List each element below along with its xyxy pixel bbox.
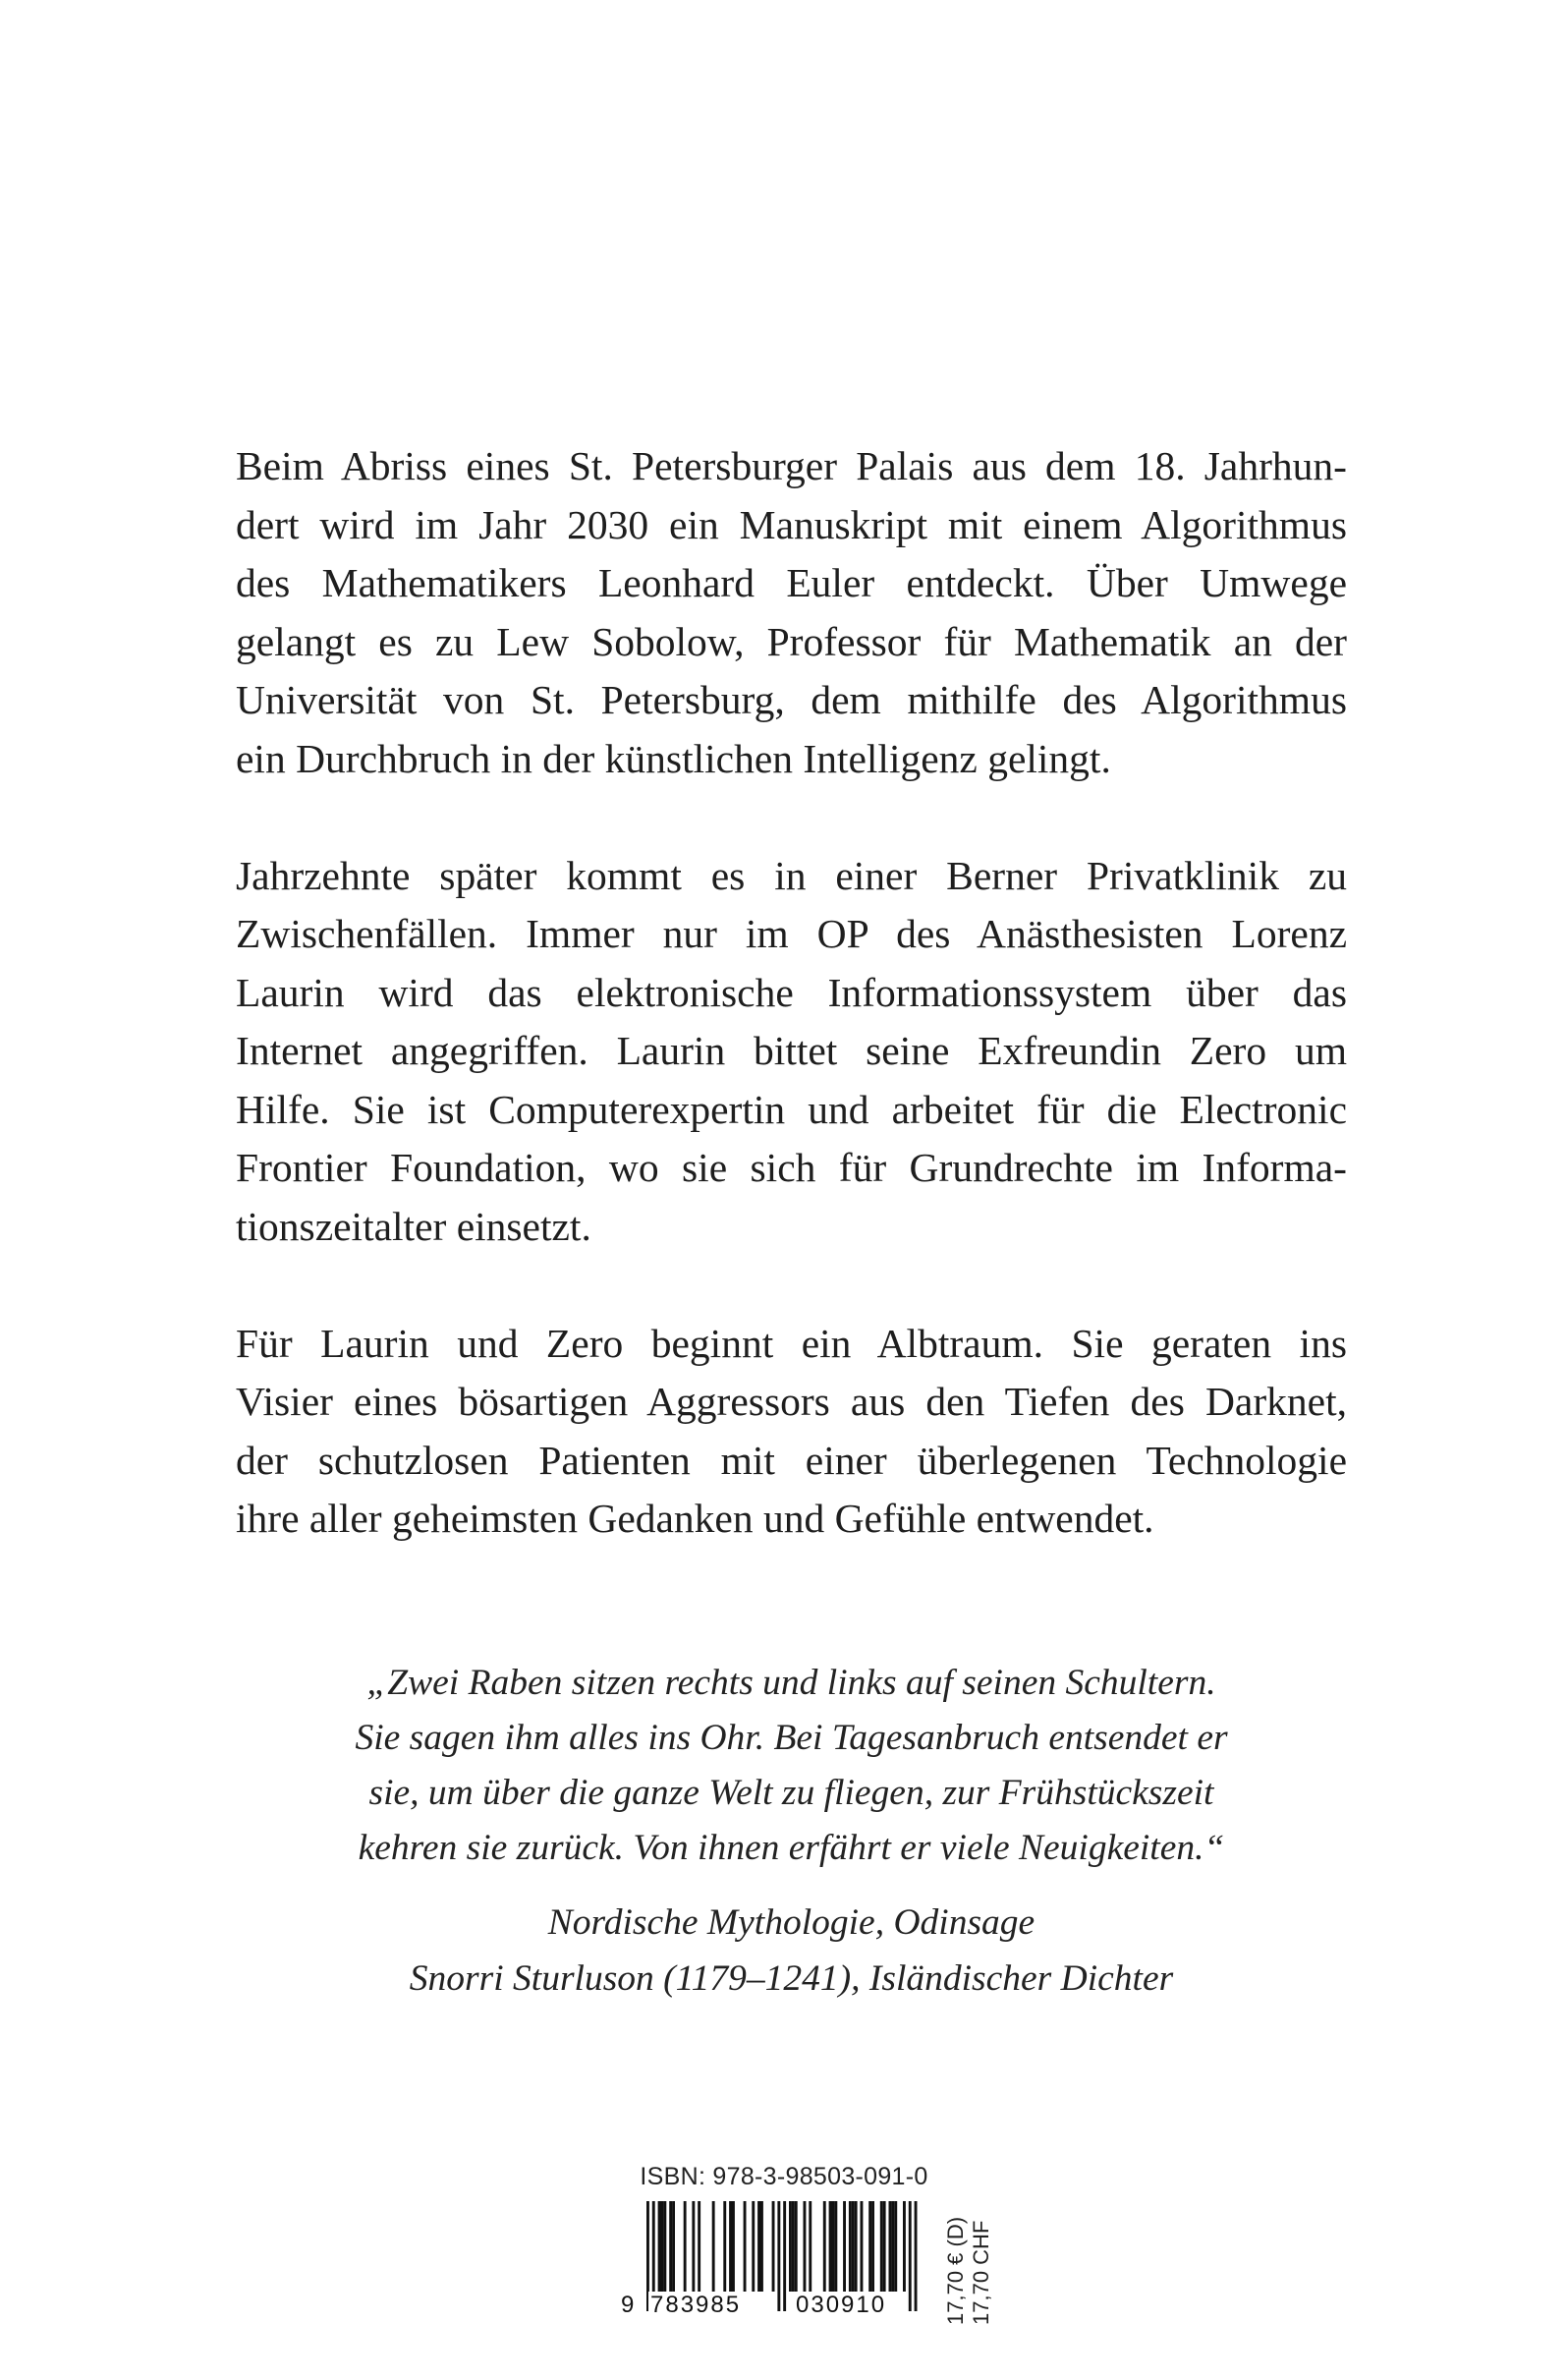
barcode-bar	[903, 2201, 906, 2292]
barcode-bar	[661, 2201, 664, 2292]
barcode-bar	[832, 2201, 835, 2292]
price-block	[938, 2197, 1007, 2325]
barcode-bar	[684, 2201, 687, 2292]
blurb-line: Hilfe. Sie ist Computerexpertin und arbeitet für die Electronic	[236, 1086, 1347, 1132]
barcode-bar	[883, 2201, 886, 2292]
barcode-bar	[909, 2201, 912, 2311]
barcode-bar	[823, 2201, 826, 2292]
barcode-bar	[868, 2201, 871, 2292]
barcode-bar	[843, 2201, 846, 2292]
blurb-paragraph-1	[236, 437, 1347, 788]
blurb-line: ein Durchbruch in der künstlichen Intelligenz gelingt.	[236, 735, 1111, 781]
blurb-line: der schutzlosen Patienten mit einer überlegenen Technologie	[236, 1437, 1347, 1483]
barcode-bar	[658, 2201, 661, 2292]
barcode-digits-left: 783985	[650, 2292, 742, 2318]
blurb-line: Laurin wird das elektronische Informationssystem über das	[236, 969, 1347, 1015]
barcode-bar	[663, 2201, 666, 2292]
quote-line: sie, um über die ganze Welt zu fliegen, zur Frühstückszeit	[368, 1773, 1214, 1813]
barcode-digits-right: 030910	[796, 2292, 887, 2318]
source-line: Nordische Mythologie, Odinsage	[547, 1902, 1035, 1943]
source-line: Snorri Sturluson (1179–1241), Isländischer Dichter	[409, 1958, 1174, 1999]
price-switzerland: 17,70 CHF	[969, 2220, 993, 2325]
barcode-bar	[795, 2201, 798, 2292]
barcode-bar	[871, 2201, 874, 2292]
barcode-bar	[804, 2201, 807, 2292]
barcode-bar	[732, 2201, 735, 2292]
price-germany: 17,70 € (D)	[943, 2216, 968, 2325]
isbn-label: ISBN: 978-3-98503-091-0	[640, 2163, 928, 2190]
barcode-bar	[849, 2201, 852, 2292]
quote-line: „Zwei Raben sitzen rechts und links auf seinen Schultern.	[366, 1663, 1216, 1703]
barcode-bar	[698, 2201, 700, 2292]
blurb-line: Universität von St. Petersburg, dem mithilfe des Algorithmus	[236, 677, 1347, 722]
blurb-line: dert wird im Jahr 2030 ein Manuskript mit einem Algorithmus	[236, 501, 1347, 547]
blurb-line: Beim Abriss eines St. Petersburger Palais aus dem 18. Jahrhun-	[236, 443, 1347, 488]
barcode-bar	[891, 2201, 894, 2292]
barcode-bar	[729, 2201, 732, 2292]
quote-line: kehren sie zurück. Von ihnen erfährt er viele Neuigkeiten.“	[358, 1828, 1225, 1868]
blurb-line: Frontier Foundation, wo sie sich für Grundrechte im Informa-	[236, 1145, 1347, 1190]
barcode-bar	[723, 2201, 726, 2292]
barcode-bar	[672, 2201, 675, 2292]
epigraph-quote	[236, 1656, 1347, 1876]
barcode-bar	[783, 2201, 786, 2311]
blurb-line: gelangt es zu Lew Sobolow, Professor für Mathematik an der	[236, 618, 1347, 664]
barcode-bar	[752, 2201, 755, 2292]
blurb-line: Jahrzehnte später kommt es in einer Berner Privatklinik zu	[236, 852, 1347, 898]
barcode-bar	[855, 2201, 858, 2292]
barcode-bar	[889, 2201, 892, 2292]
blurb-line: Internet angegriffen. Laurin bittet seine Exfreundin Zero um	[236, 1028, 1347, 1073]
barcode-bar	[712, 2201, 715, 2292]
barcode-bar	[757, 2201, 760, 2292]
barcode-bar	[744, 2201, 747, 2292]
barcode-bar	[880, 2201, 883, 2292]
barcode-bar	[777, 2201, 780, 2311]
barcode-digit-prefix: 9	[621, 2292, 635, 2318]
barcode-bar	[692, 2201, 695, 2292]
blurb-paragraph-2	[236, 847, 1347, 1257]
barcode-bar	[861, 2201, 864, 2292]
barcode-bar	[760, 2201, 763, 2292]
barcode-bar	[789, 2201, 792, 2292]
blurb-line: tionszeitalter einsetzt.	[236, 1203, 591, 1249]
blurb-line: Zwischenfällen. Immer nur im OP des Anästhesisten Lorenz	[236, 911, 1347, 956]
barcode-bar	[915, 2201, 918, 2311]
barcode-bar	[772, 2201, 775, 2292]
barcode-bar	[852, 2201, 855, 2292]
barcode-bar	[894, 2201, 897, 2292]
barcode-bar	[829, 2201, 832, 2292]
blurb-paragraph-3	[236, 1315, 1347, 1549]
quote-line: Sie sagen ihm alles ins Ohr. Bei Tagesanbruch entsendet er	[355, 1718, 1228, 1758]
barcode-bar	[669, 2201, 672, 2292]
blurb-line: Visier eines bösartigen Aggressors aus den Tiefen des Darknet,	[236, 1379, 1347, 1424]
barcode-bar	[792, 2201, 795, 2292]
quote-source	[236, 1895, 1347, 2007]
blurb-line: Für Laurin und Zero beginnt ein Albtraum. Sie geraten ins	[236, 1320, 1347, 1366]
barcode-bar	[809, 2201, 811, 2292]
blurb-line: ihre aller geheimsten Gedanken und Gefühle entwendet.	[236, 1496, 1154, 1541]
blurb-text	[236, 437, 1347, 1549]
barcode-bar	[834, 2201, 837, 2292]
blurb-line: des Mathematikers Leonhard Euler entdeckt. Über Umwege	[236, 560, 1347, 605]
